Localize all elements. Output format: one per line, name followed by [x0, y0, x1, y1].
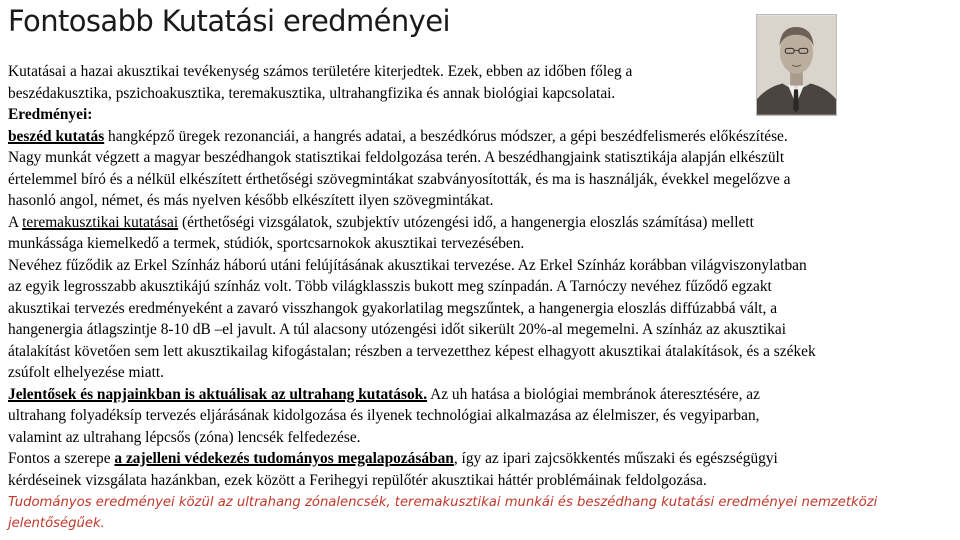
- erkel-line: akusztikai tervezés eredményeként a zavaró visszhangok gyakorlatilag megszűntek, a hangenergia eloszlás diffúzabbá vált, a: [8, 299, 778, 317]
- room-acoustics-line: munkássága kiemelkedő a termek, stúdiók, sportcsarnokok akusztikai tervezésében.: [8, 235, 525, 252]
- room-acoustics-link[interactable]: teremakusztikai kutatásai: [22, 213, 179, 231]
- room-acoustics-line: [8, 212, 954, 234]
- intro-line: beszédakusztika, pszichoakusztika, teremakusztika, ultrahangfizika és annak biológiai kapcsolatai.: [8, 84, 616, 102]
- results-heading: Eredményei:: [8, 106, 93, 123]
- speech-research-line: értelemmel bíró és a nélkül elkészített érthetőségi szövegmintákat szabványosították, és ma is használják, évekkel megelőzve a: [8, 170, 791, 188]
- noise-prefix: Fontos a szerepe: [8, 450, 115, 467]
- room-acoustics-prefix: A: [8, 213, 23, 231]
- footer-summary: Tudományos eredményei közül az ultrahang zónalencsék, teremakusztikai munkái és beszédhang kutatási eredményei nemzetközi jelentőségűek.: [8, 495, 878, 531]
- ultrasound-text: Az uh hatása a biológiai membránok áteresztésére, az: [427, 385, 760, 403]
- erkel-line: zsúfolt elhelyezése miatt.: [8, 364, 164, 381]
- ultrasound-line: ultrahang folyadéksíp tervezés eljárásának kidolgozása és ilyenek technológiai alkalmazása az élelmiszer, és vegyiparban,: [8, 407, 760, 424]
- body-text: [8, 61, 954, 491]
- noise-protection-link[interactable]: a zajelleni védekezés tudományos megalapozásában: [114, 450, 454, 467]
- ultrasound-line: valamint az ultrahang lépcsős (zóna) lencsék felfedezése.: [8, 428, 361, 446]
- noise-line: [8, 448, 954, 470]
- erkel-line: hangenergia átlagszintje 8-10 dB –el javult. A túl alacsony utózengési időt sikerült 20%-al megemelni. A színház az akusztikai: [8, 321, 787, 338]
- slide-title: Fontosabb Kutatási eredményei: [8, 4, 450, 38]
- speech-research-line: hasonló angol, német, és más nyelven később elkészített ilyen szövegmintákat.: [8, 192, 494, 209]
- noise-text: , így az ipari zajcsökkentés műszaki és egészségügyi: [453, 450, 778, 467]
- room-acoustics-text: (érthetőségi vizsgálatok, szubjektív utózengési idő, a hangenergia eloszlás számítása) mellett: [178, 213, 754, 231]
- ultrasound-line: [8, 384, 954, 406]
- speech-research-line: [8, 126, 954, 148]
- speech-research-text: hangképző üregek rezonanciái, a hangrés adatai, a beszédkórus módszer, a gépi beszédfelismerés előkészítése.: [104, 127, 788, 145]
- erkel-line: Nevéhez fűződik az Erkel Színház háború utáni felújításának akusztikai tervezése. Az Erkel Színház korábban világviszonylatban: [8, 256, 807, 274]
- erkel-line: az egyik legrosszabb akusztikájú színház volt. Több világklasszis bukott meg színpadán. A Tarnóczy nevéhez fűződő egzakt: [8, 278, 772, 295]
- intro-line: Kutatásai a hazai akusztikai tevékenység számos területére kiterjedtek. Ezek, ebben az időben főleg a: [8, 63, 633, 80]
- speech-research-line: Nagy munkát végzett a magyar beszédhangok statisztikai feldolgozása terén. A beszédhangjaink statisztikája alapján elkészült: [8, 149, 785, 166]
- ultrasound-link[interactable]: Jelentősek és napjainkban is aktuálisak az ultrahang kutatások.: [8, 385, 428, 403]
- speech-research-link[interactable]: beszéd kutatás: [8, 127, 105, 145]
- noise-line: kérdéseinek vizsgálata hazánkban, ezek között a Ferihegyi repülőtér akusztikai háttér problémáinak feldolgozása.: [8, 471, 707, 489]
- erkel-line: átalakítást követően sem lett akusztikailag kifogástalan; részben a tervezetthez képest elhagyott akusztikai átalakítások, és a székek: [8, 342, 816, 360]
